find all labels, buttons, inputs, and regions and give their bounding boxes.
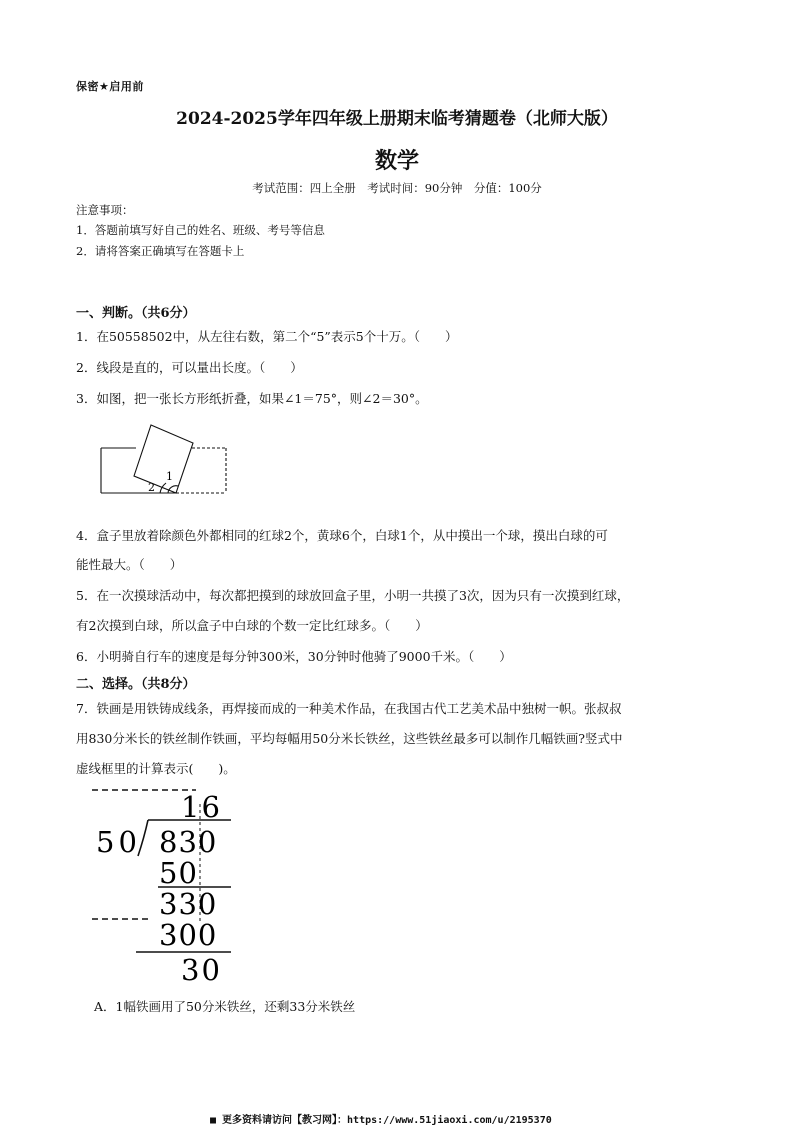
question-3: 3．如图，把一张长方形纸折叠，如果∠1＝75°，则∠2＝30°。 [76, 391, 428, 406]
exam-meta: 考试范围：四上全册 考试时间：90分钟 分值：100分 [252, 181, 542, 195]
section-heading-choice: 二、选择。（共8分） [76, 677, 196, 692]
divisor: 50 [96, 825, 141, 859]
long-division-figure [86, 782, 246, 992]
exam-title: 2024-2025学年四年级上册期末临考猜题卷（北师大版） [176, 109, 618, 129]
section-heading-judgement: 一、判断。（共6分） [76, 306, 196, 321]
note-item: 2．请将答案正确填写在答题卡上 [76, 244, 245, 258]
note-item: 1．答题前填写好自己的姓名、班级、考号等信息 [76, 223, 325, 237]
question-7-line2: 用830分米长的铁丝制作铁画，平均每幅用50分米长铁丝，这些铁丝最多可以制作几幅铁画?竖式中 [76, 731, 623, 746]
question-4-line2: 能性最大。（ ） [76, 557, 183, 572]
remainder: 30 [181, 953, 222, 987]
partial-product-2: 300 [159, 918, 218, 952]
footer-link[interactable]: ■ 更多资料请访问【教习网】：https://www.51jiaoxi.com/u/2195370 [210, 1115, 552, 1126]
question-1: 1．在50558502中，从左往右数，第二个“5”表示5个十万。（ ） [76, 329, 458, 344]
question-5-line1: 5．在一次摸球活动中，每次都把摸到的球放回盒子里，小明一共摸了3次，因为只有一次摸到红球， [76, 588, 630, 603]
partial-product-1: 50 [159, 856, 198, 890]
quotient: 16 [181, 790, 222, 824]
question-5-line2: 有2次摸到白球，所以盒子中白球的个数一定比红球多。（ ） [76, 618, 428, 633]
angle-1-label: 1 [166, 470, 173, 483]
confidential-mark: 保密★启用前 [76, 80, 144, 93]
question-7-line3: 虚线框里的计算表示( )。 [76, 761, 236, 776]
angle-2-label: 2 [148, 481, 155, 494]
question-6: 6．小明骑自行车的速度是每分钟300米，30分钟时他骑了9000千米。（ ） [76, 649, 512, 664]
dividend: 830 [159, 825, 218, 859]
partial-difference: 330 [159, 887, 218, 921]
question-2: 2．线段是直的，可以量出长度。（ ） [76, 360, 303, 375]
folded-paper-figure [96, 420, 236, 500]
option-a: A．1幅铁画用了50分米铁丝，还剩33分米铁丝 [94, 999, 356, 1014]
subject-title: 数学 [374, 148, 419, 174]
question-4-line1: 4．盒子里放着除颜色外都相同的红球2个，黄球6个，白球1个，从中摸出一个球，摸出白球的可 [76, 528, 608, 543]
notes-heading: 注意事项： [76, 203, 134, 217]
question-7-line1: 7．铁画是用铁铸成线条，再焊接而成的一种美术作品，在我国古代工艺美术品中独树一帜。张叔叔 [76, 701, 622, 716]
